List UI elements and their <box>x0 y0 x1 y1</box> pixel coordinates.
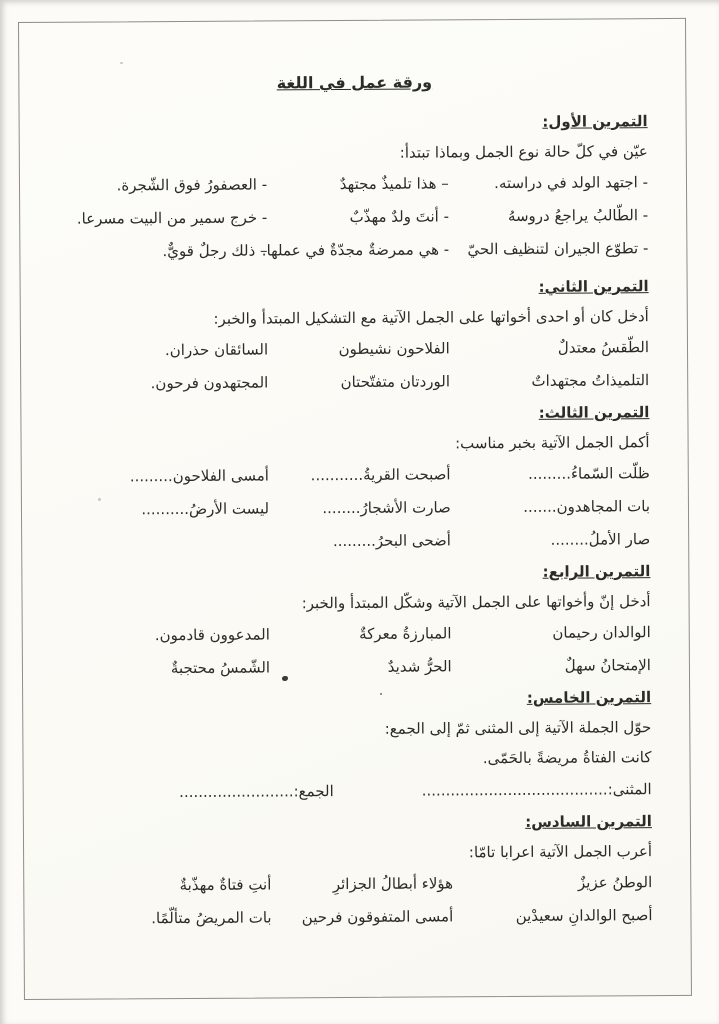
sentence-cell: المدعوون قادمون. <box>154 625 270 645</box>
sentence-cell: التلميذاتُ مجتهداتٌ <box>531 371 650 390</box>
exercise-1-row <box>62 199 648 236</box>
sentence-cell: الفلاحون نشيطون <box>338 339 450 359</box>
exercise-4-instruction: أدخل إنّ وأخواتها على الجمل الآتية وشكّل المبتدأ والخبر: <box>301 592 651 613</box>
page-title: ورقة عمل في اللغة <box>276 72 433 93</box>
sentence-cell: الوطنُ عزيزٌ <box>577 873 653 892</box>
sentence-cell: – هذا تلميذٌ مجتهدٌ <box>339 174 449 194</box>
exercise-2 <box>63 271 650 401</box>
exercise-5-header: التمرين الخامس: <box>526 688 652 707</box>
exercise-3-row <box>64 523 650 560</box>
exercise-2-row <box>63 331 649 368</box>
sentence-cell: أصبح الوالدانِ سعيدْين <box>515 906 653 925</box>
exercise-1-header: التمرين الأول: <box>542 112 648 131</box>
exercise-6 <box>66 806 653 936</box>
scan-speck <box>120 62 123 64</box>
exercise-2-row <box>63 364 649 401</box>
sentence-cell: هؤلاء أبطالُ الجزائرِ <box>332 874 454 894</box>
sentence-cell: المجتهدون فرحون. <box>150 373 269 393</box>
fill-blank-cell: أضحى البحرُ......... <box>332 531 451 551</box>
sentence-cell: الإمتحانُ سهلٌ <box>564 656 651 675</box>
exercise-1-row <box>62 166 648 203</box>
sentence-cell: - اجتهد الولد في دراسته. <box>494 173 649 193</box>
fill-blank-cell <box>64 525 269 559</box>
fill-blank-cell: بات المجاهدون....... <box>523 497 651 516</box>
exercise-5-answers <box>66 773 652 810</box>
exercise-1-row <box>62 232 648 269</box>
fill-blank-cell: أمسى الفلاحون......... <box>129 466 269 486</box>
fill-blank-cell: صارت الأشجارُ........ <box>322 498 451 518</box>
sentence-cell: الوالدان رحيمان <box>552 623 651 642</box>
exercise-5-instruction: حوّل الجملة الآتية إلى المثنى ثمّ إلى الجمع: <box>384 718 652 738</box>
exercise-6-row <box>66 866 652 903</box>
exercise-3-row <box>64 490 650 527</box>
sentence-cell: السائقان حذران. <box>164 340 269 360</box>
sentence-cell: – ذلك رجلٌ قويٌّ. <box>162 241 268 261</box>
worksheet-content <box>19 71 690 936</box>
exercise-6-instruction: أعرب الجمل الآتية اعرابا تامّا: <box>468 842 653 862</box>
sentence-cell: الطّقسُ معتدلٌ <box>557 338 650 357</box>
exercise-3-row <box>64 457 650 494</box>
sentence-cell: - خرج سمير من البيت مسرعا. <box>76 208 268 228</box>
exercise-5 <box>65 682 652 810</box>
fill-blank-cell: ظلّت السّماءُ......... <box>527 464 650 483</box>
exercise-3-header: التمرين الثالث: <box>538 403 650 422</box>
sentence-cell: المبارزةُ معركةٌ <box>359 624 452 643</box>
exercise-1-instruction: عيّن في كلّ حالة نوع الجمل وبماذا تبتدأ: <box>399 142 648 162</box>
sentence-cell: - تطوّع الجيران لتنظيف الحيّ <box>467 239 649 259</box>
exercise-2-instruction: أدخل كان أو احدى أخواتها على الجمل الآتية مع التشكيل المبتدأ والخبر: <box>213 307 649 328</box>
exercise-4-row <box>65 649 651 686</box>
sentence-cell: أمسى المتفوقون فرحين <box>301 907 454 927</box>
sentence-cell: بات المريضُ متألّمًا. <box>151 908 272 928</box>
fill-blank-cell: ليست الأرضُ.......... <box>141 499 270 519</box>
exercise-6-row <box>66 899 652 936</box>
dual-answer-line: المثنى:....................................... <box>421 780 652 800</box>
exercise-3-instruction: أكمل الجمل الآتية بخبر مناسب: <box>455 433 650 453</box>
sentence-cell: - أنتَ ولدٌ مهذّبٌ <box>349 207 450 226</box>
sentence-cell: الحرُّ شديدٌ <box>387 657 452 676</box>
exercise-2-header: التمرين الثاني: <box>538 277 649 296</box>
fill-blank-cell: أصبحت القريةُ........... <box>310 465 451 485</box>
exercise-4-row <box>65 616 651 653</box>
scan-speck <box>98 498 101 501</box>
fill-blank-cell: صار الأملُ........ <box>550 530 651 549</box>
sentence-cell: الشّمسُ محتجبةٌ <box>170 658 271 678</box>
sentence-cell: أنتِ فتاةٌ مهذّبةٌ <box>179 875 272 895</box>
scanned-page <box>18 18 692 1000</box>
sentence-cell: الوردتان متفتّحتان <box>340 372 451 392</box>
exercise-4 <box>64 556 651 686</box>
sentence-cell: - الطّالبُ يراجعُ دروسهُ <box>507 206 649 226</box>
exercise-5-sentence: كانت الفتاةُ مريضةً بالحَمّى. <box>482 748 652 768</box>
exercise-6-header: التمرين السادس: <box>525 812 652 831</box>
exercise-4-header: التمرين الرابع: <box>542 562 651 581</box>
sentence-cell: - هي ممرضةٌ مجدّةٌ في عملها. <box>261 240 450 260</box>
sentence-cell: - العصفورُ فوق الشّجرة. <box>116 175 268 195</box>
exercise-1 <box>62 106 649 269</box>
exercise-3 <box>63 397 650 560</box>
plural-answer-line: الجمع:........................ <box>179 782 334 802</box>
